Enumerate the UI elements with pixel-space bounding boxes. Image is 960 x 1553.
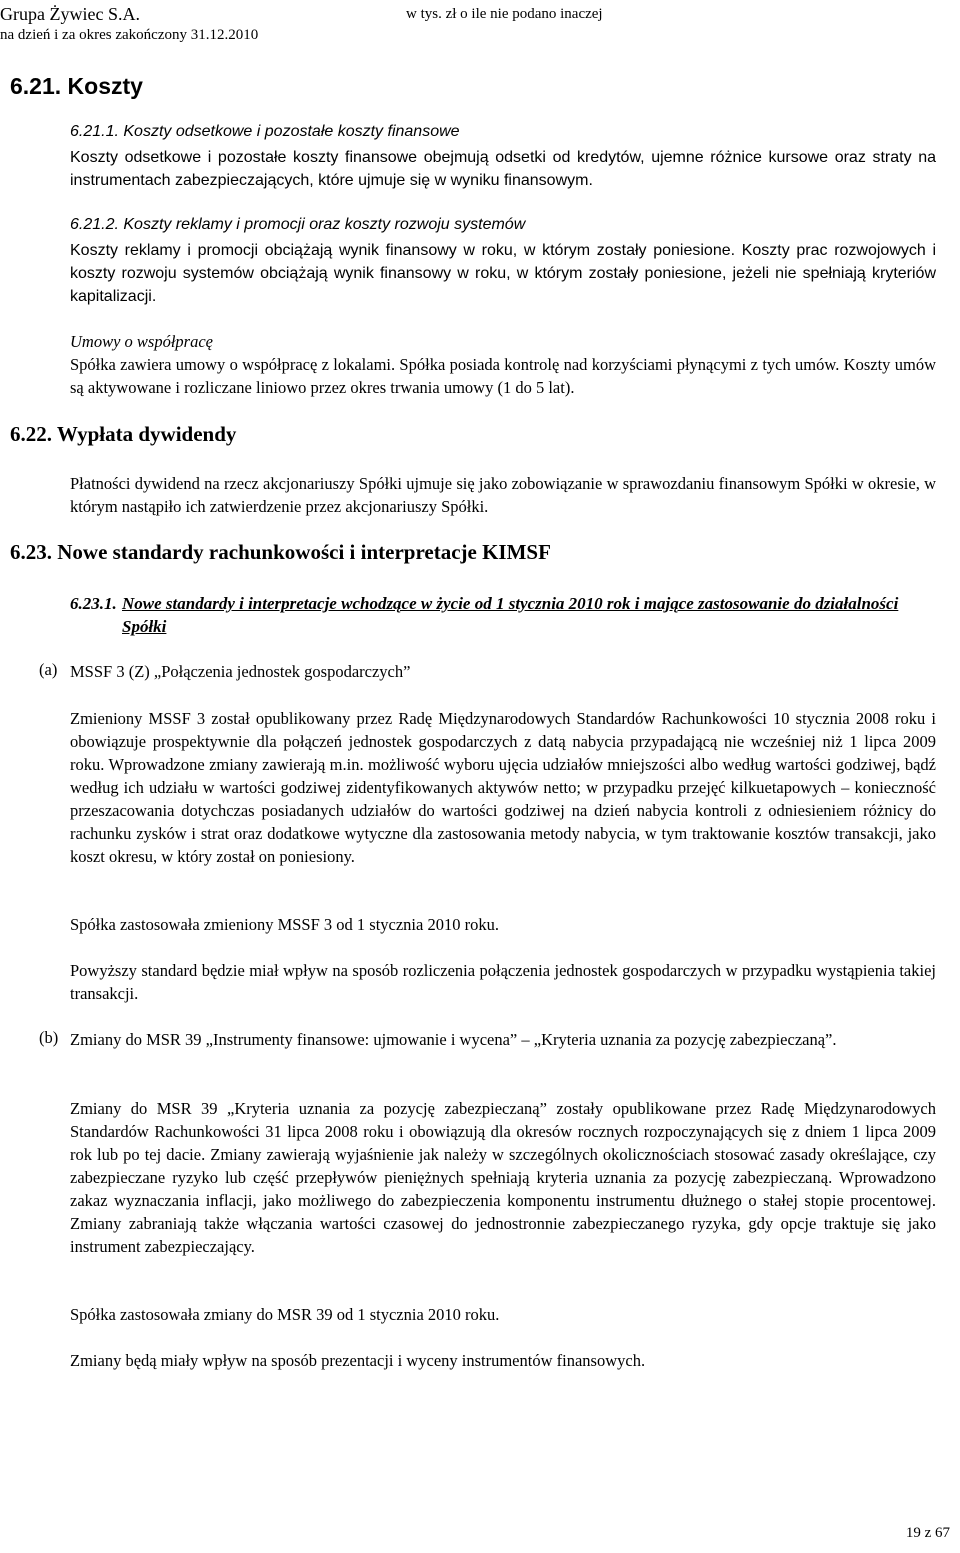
paragraph-interest-costs: Koszty odsetkowe i pozostałe koszty finansowe obejmują odsetki od kredytów, ujemne różnice kursowe oraz straty na instrumentach zabezpieczających, które ujmuje się w wyniku finansowym. [70,149,936,189]
subsection-title-6-23-1: Nowe standardy i interpretacje wchodzące w życie od 1 stycznia 2010 rok i mające zastosowanie do działalności Spółki [122,594,899,636]
subsection-number-6-23-1: 6.23.1. [70,594,117,613]
list-label-b: (b) [39,1028,59,1047]
page-number: 19 z 67 [905,1525,950,1541]
section-heading-6-22: 6.22. Wypłata dywidendy [10,422,237,446]
paragraph-cooperation-agreements: Spółka zawiera umowy o współpracę z lokalami. Spółka posiada kontrolę nad korzyściami płynącymi z tych umów. Koszty umów są aktywowane i rozliczane liniowo przez okres trwania umowy (1 do 5 lat). [70,355,936,397]
units-note: w tys. zł o ile nie podano inaczej [406,6,603,22]
item-b-paragraph-2: Spółka zastosowała zmiany do MSR 39 od 1 stycznia 2010 roku. [70,1305,500,1324]
subsection-title-6-21-2: 6.21.2. Koszty reklamy i promocji oraz koszty rozwoju systemów [70,216,526,233]
item-b-title: Zmiany do MSR 39 „Instrumenty finansowe: ujmowanie i wycena” – „Kryteria uznania za pozycję zabezpieczaną”. [70,1030,837,1049]
section-heading-6-21: 6.21. Koszty [10,73,143,99]
item-b-paragraph-3: Zmiany będą miały wpływ na sposób prezentacji i wyceny instrumentów finansowych. [70,1351,646,1370]
section-heading-6-23: 6.23. Nowe standardy rachunkowości i interpretacje KIMSF [10,540,551,564]
item-b-paragraph-1: Zmiany do MSR 39 „Kryteria uznania za pozycję zabezpieczaną” zostały opublikowane przez Radę Międzynarodowych Standardów Rachunkowości 31 lipca 2008 roku i obowiązują dla okresów rocznych rozpoczynających się z dniem 1 lipca 2009 rok lub po tej dacie. Zmiany zawierają wyjaśnienie jak należy w szczególnych okolicznościach stosować zasady określające, czy zabezpieczane ryzyko lub część przepływów pieniężnych spełniają kryteria uznania za pozycję zabezpieczaną. Wprowadzono zakaz wyznaczania inflacji, jako możliwego do zabezpieczenia komponentu instrumentu dłużnego o stałej stopie procentowej. Zmiany zabraniają także włączania wartości czasowej do jednostronnie zabezpieczanego ryzyka, gdy opcje traktuje się jako instrument zabezpieczający. [70,1099,936,1256]
item-a-paragraph-2: Spółka zastosowała zmieniony MSSF 3 od 1 stycznia 2010 roku. [70,915,499,934]
item-a-paragraph-1: Zmieniony MSSF 3 został opublikowany przez Radę Międzynarodowych Standardów Rachunkowości 10 stycznia 2008 roku i obowiązuje prospektywnie dla połączeń jednostek gospodarczych z datą nabycia przypadającą nie wcześniej niż 1 lipca 2009 roku. Wprowadzone zmiany zawierają m.in. możliwość wyboru ujęcia udziałów mniejszości albo według wartości godziwej, bądź według ich udziału w wartości godziwej zidentyfikowanych aktywów netto; w przypadku przejęć kilkuetapowych – konieczność przeszacowania dotychczas posiadanych udziałów do wartości godziwej na dzień nabycia kontroli z odniesieniem różnicy do rachunku zysków i strat oraz dodatkowe wytyczne dla zastosowania metody nabycia, w tym traktowanie kosztów transakcji, jako koszt okresu, w który został on poniesiony. [70,709,936,866]
umowy-title: Umowy o współpracę [70,332,213,351]
item-a-paragraph-3: Powyższy standard będzie miał wpływ na sposób rozliczenia połączenia jednostek gospodarczych w przypadku wystąpienia takiej transakcji. [70,961,936,1003]
item-a-title: MSSF 3 (Z) „Połączenia jednostek gospodarczych” [70,662,411,681]
paragraph-dividends: Płatności dywidend na rzecz akcjonariuszy Spółki ujmuje się jako zobowiązanie w sprawozdaniu finansowym Spółki w okresie, w którym nastąpiło ich zatwierdzenie przez akcjonariuszy Spółki. [70,474,936,516]
list-label-a: (a) [39,660,58,679]
subsection-title-6-21-1: 6.21.1. Koszty odsetkowe i pozostałe koszty finansowe [70,123,460,140]
paragraph-advertising-costs: Koszty reklamy i promocji obciążają wynik finansowy w roku, w którym zostały poniesione. Koszty prac rozwojowych i koszty rozwoju systemów obciążają wynik finansowy w roku, w którym zostały poniesione, jeżeli nie spełniają kryteriów kapitalizacji. [70,242,936,305]
report-period: na dzień i za okres zakończony 31.12.2010 [0,27,259,43]
company-name: Grupa Żywiec S.A. [0,4,140,24]
